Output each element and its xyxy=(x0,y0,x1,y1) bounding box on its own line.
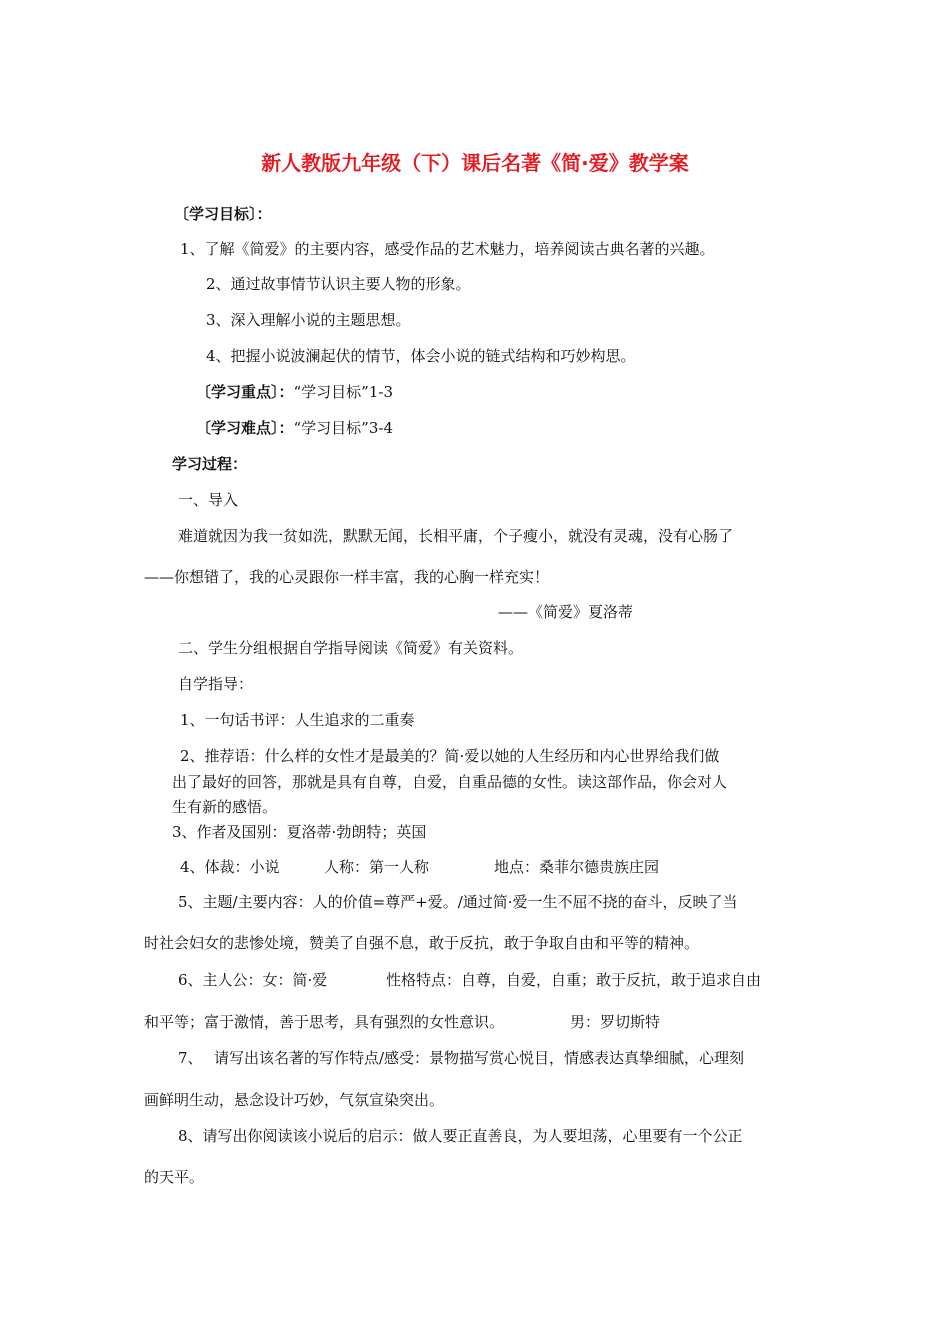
guide-heading: 自学指导： xyxy=(178,675,254,693)
focus-value: “学习目标”1-3 xyxy=(293,383,394,401)
guide-item-3: 3、作者及国别：夏洛蒂·勃朗特；英国 xyxy=(172,823,427,841)
document-title: 新人教版九年级（下）课后名著《简·爱》教学案 xyxy=(261,151,689,175)
guide-item-7-line-1: 请写出该名著的写作特点/感受：景物描写赏心悦目，情感表达真挚细腻，心理刻 xyxy=(214,1049,745,1067)
goal-item-1: 1、了解《简爱》的主要内容，感受作品的艺术魅力，培养阅读古典名著的兴趣。 xyxy=(180,240,715,258)
guide-item-5-line-1: 5、主题/主要内容：人的价值=尊严+爱。/通过简·爱一生不屈不挠的奋斗，反映了当 xyxy=(178,893,738,911)
guide-item-1: 1、一句话书评：人生追求的二重奏 xyxy=(180,711,415,729)
guide-item-4-genre: 4、体裁：小说 xyxy=(180,858,280,876)
process-heading: 学习过程： xyxy=(172,455,248,473)
guide-item-8-line-1: 8、请写出你阅读该小说后的启示：做人要正直善良，为人要坦荡，心里要有一个公正 xyxy=(178,1127,743,1145)
guide-item-4-place: 地点：桑菲尔德贵族庄园 xyxy=(494,858,660,876)
guide-item-6-traits: 性格特点：自尊，自爱，自重；敢于反抗，敢于追求自由 xyxy=(386,971,762,989)
guide-item-5-line-2: 时社会妇女的悲惨处境，赞美了自强不息，敢于反抗，敢于争取自由和平等的精神。 xyxy=(144,934,700,952)
difficulty-label: 〔学习难点〕： xyxy=(196,419,294,437)
guide-item-2-line-3: 生有新的感悟。 xyxy=(172,798,278,816)
quote-source: ——《简爱》夏洛蒂 xyxy=(498,603,634,621)
guide-item-2-line-2: 出了最好的回答，那就是具有自尊，自爱，自重品德的女性。读这部作品，你会对人 xyxy=(172,773,728,791)
guide-item-7-number: 7、 xyxy=(178,1049,203,1067)
focus-label: 〔学习重点〕： xyxy=(196,383,294,401)
guide-item-2-line-1: 2、推荐语：什么样的女性才是最美的？简·爱以她的人生经历和内心世界给我们做 xyxy=(180,747,720,765)
intro-heading: 一、导入 xyxy=(178,491,239,509)
section-2-heading: 二、学生分组根据自学指导阅读《简爱》有关资料。 xyxy=(178,639,524,657)
quote-line-2: ——你想错了，我的心灵跟你一样丰富，我的心胸一样充实！ xyxy=(144,568,550,586)
difficulty-value: “学习目标”3-4 xyxy=(293,419,394,437)
guide-item-4-person: 人称：第一人称 xyxy=(324,858,430,876)
guide-item-6-protagonist-male: 男：罗切斯特 xyxy=(570,1013,661,1031)
goal-item-3: 3、深入理解小说的主题思想。 xyxy=(206,311,411,329)
goal-item-4: 4、把握小说波澜起伏的情节，体会小说的链式结构和巧妙构思。 xyxy=(206,347,636,365)
goals-heading: 〔学习目标〕： xyxy=(174,205,272,223)
guide-item-6-protagonist-female: 6、主人公：女：简·爱 xyxy=(178,971,328,989)
guide-item-6-traits-cont: 和平等；富于激情，善于思考，具有强烈的女性意识。 xyxy=(144,1013,505,1031)
goal-item-2: 2、通过故事情节认识主要人物的形象。 xyxy=(206,275,471,293)
quote-line-1: 难道就因为我一贫如洗，默默无闻，长相平庸，个子瘦小，就没有灵魂，没有心肠了 xyxy=(178,527,734,545)
focus-line xyxy=(196,382,393,402)
guide-item-7-line-2: 画鲜明生动，悬念设计巧妙，气氛宣染突出。 xyxy=(144,1091,445,1109)
difficulty-line xyxy=(196,418,393,438)
guide-item-8-line-2: 的天平。 xyxy=(144,1168,205,1186)
